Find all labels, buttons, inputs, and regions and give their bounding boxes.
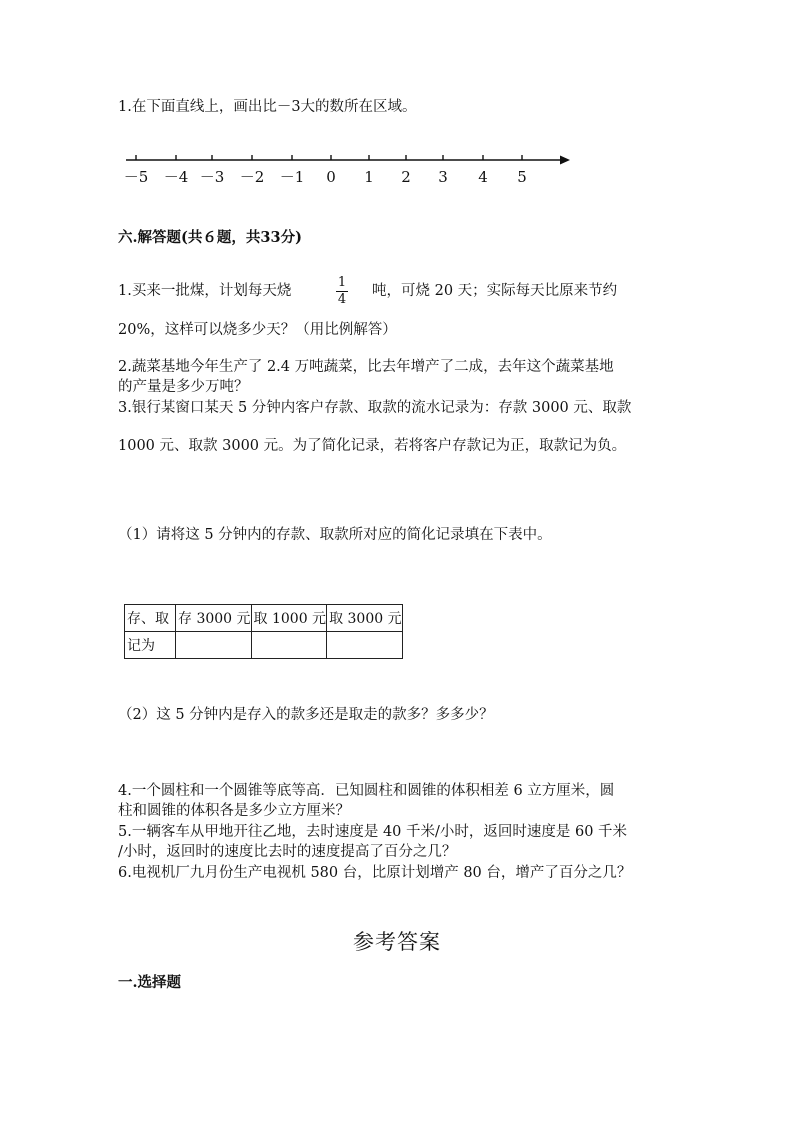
q3-line1: 3.银行某窗口某天 5 分钟内客户存款、取款的流水记录为：存款 3000 元、取款: [118, 400, 632, 416]
record-table: [124, 604, 403, 659]
q1-text-after: 吨，可烧 20 天；实际每天比原来节约: [372, 283, 618, 299]
q2-line2: 的产量是多少万吨？: [118, 379, 249, 395]
table-row: [125, 605, 403, 632]
q3-sub1: （1）请将这 5 分钟内的存款、取款所对应的简化记录填在下表中。: [118, 527, 552, 543]
answers-section-heading-1: 一.选择题: [118, 974, 182, 991]
number-line-label: 0: [326, 168, 336, 186]
number-line-label: 3: [438, 168, 448, 186]
q5-line2: /小时，返回时的速度比去时的速度提高了百分之几？: [118, 844, 457, 860]
q1-fraction-denominator: 4: [337, 292, 347, 307]
q3-sub2: （2）这 5 分钟内是存入的款多还是取走的款多？多多少？: [118, 707, 494, 723]
table-cell-blank[interactable]: [251, 632, 327, 659]
table-cell: 记为: [125, 632, 176, 659]
number-line-label: 4: [478, 168, 488, 186]
number-line-label: －5: [123, 168, 149, 186]
q1-line2: 20%，这样可以烧多少天？（用比例解答）: [118, 322, 397, 338]
q4-line1: 4.一个圆柱和一个圆锥等底等高．已知圆柱和圆锥的体积相差 6 立方厘米，圆: [118, 783, 615, 799]
q5-line1: 5.一辆客车从甲地开往乙地，去时速度是 40 千米/小时，返回时速度是 60 千米: [118, 824, 628, 840]
q6-line1: 6.电视机厂九月份生产电视机 580 台，比原计划增产 80 台，增产了百分之几？: [118, 865, 632, 881]
number-line-prompt: 1.在下面直线上，画出比－3大的数所在区域。: [118, 99, 417, 115]
number-line-label: －1: [279, 168, 305, 186]
q2-line1: 2.蔬菜基地今年生产了 2.4 万吨蔬菜，比去年增产了二成，去年这个蔬菜基地: [118, 359, 614, 375]
table-row: [125, 632, 403, 659]
table-cell: 存、取: [125, 605, 176, 632]
table-cell-blank[interactable]: [176, 632, 252, 659]
number-line-label: －4: [163, 168, 189, 186]
number-line-arrow: [560, 156, 570, 165]
q1-fraction-numerator: 1: [337, 275, 347, 290]
table-cell: 取 1000 元: [251, 605, 327, 632]
section-heading-6: 六.解答题(共６题，共33分): [118, 229, 302, 246]
table-cell: 取 3000 元: [327, 605, 403, 632]
number-line-label: 2: [401, 168, 411, 186]
q1-text-before: 1.买来一批煤，计划每天烧: [118, 283, 292, 299]
number-line-label: 5: [517, 168, 527, 186]
number-line-label: －2: [239, 168, 265, 186]
number-line-label: －3: [199, 168, 225, 186]
table-cell: 存 3000 元: [176, 605, 252, 632]
q1-fraction: [334, 276, 350, 307]
q4-line2: 柱和圆锥的体积各是多少立方厘米？: [118, 803, 350, 819]
table-cell-blank[interactable]: [327, 632, 403, 659]
q3-line2: 1000 元、取款 3000 元。为了简化记录，若将客户存款记为正，取款记为负。: [118, 438, 627, 454]
answers-title: 参考答案: [353, 930, 441, 954]
number-line-label: 1: [364, 168, 374, 186]
